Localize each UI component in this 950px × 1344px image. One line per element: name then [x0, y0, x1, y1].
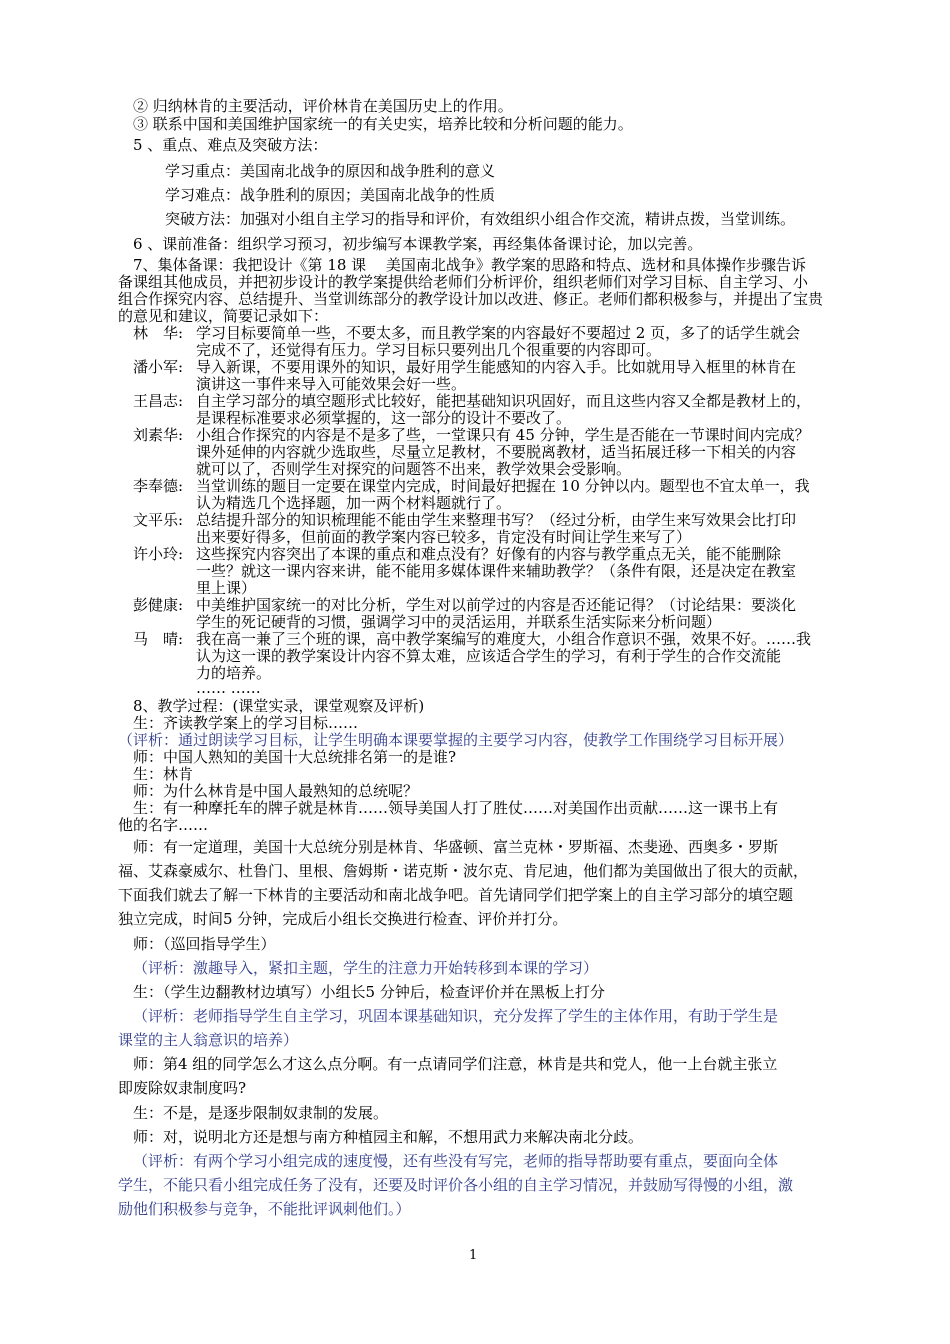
- difficult-point: 学习难点：战争胜利的原因；美国南北战争的性质: [165, 186, 496, 204]
- speaker-comment: 演讲这一事件来导入可能效果会好一些。: [196, 375, 467, 393]
- speaker-comment: 力的培养。: [196, 664, 272, 682]
- commentary: （评析：激趣导入，紧扣主题，学生的注意力开始转移到本课的学习）: [133, 959, 599, 977]
- dialogue-line: 师：（巡回指导学生）: [133, 935, 276, 953]
- dialogue-line: 生：齐读教学案上的学习目标……: [133, 714, 359, 732]
- dialogue-line: 下面我们就去了解一下林肯的主要活动和南北战争吧。首先请同学们把学案上的自主学习部分的填空题: [118, 886, 794, 904]
- speaker-comment: 就可以了，否则学生对探究的问题答不出来，教学效果会受影响。: [196, 460, 632, 478]
- speaker-comment: 学习目标要简单一些，不要太多，而且教学案的内容最好不要超过 2 页，多了的话学生就会: [196, 324, 801, 342]
- dialogue-line: 生：有一种摩托车的牌子就是林肯……领导美国人打了胜仗……对美国作出贡献……这一课书上有: [133, 799, 779, 817]
- dialogue-line: 即废除奴隶制度吗?: [118, 1079, 247, 1097]
- speaker-comment: 课外延伸的内容就少选取些，尽量立足教材，不要脱离教材，适当拓展迁移一下相关的内容: [196, 443, 797, 461]
- section-7-line: 备课组其他成员，并把初步设计的教学案提供给老师们分析评价，组织老师们对学习目标、自主学习、小: [118, 273, 809, 291]
- speaker-name: 李奉德:: [133, 477, 184, 495]
- speaker-comment: 里上课）: [196, 579, 257, 597]
- commentary: 课堂的主人翁意识的培养）: [118, 1031, 299, 1049]
- dialogue-line: 生：林肯: [133, 765, 194, 783]
- speaker-name: 文平乐:: [133, 511, 184, 529]
- commentary: （评析：老师指导学生自主学习，巩固本课基础知识，充分发挥了学生的主体作用，有助于学生是: [133, 1007, 779, 1025]
- dialogue-line: 师：第4 组的同学怎么才这么点分啊。有一点请同学们注意，林肯是共和党人，他一上台就主张立: [133, 1055, 778, 1073]
- dialogue-line: 生：（学生边翻教材边填写）小组长5 分钟后，检查评价并在黑板上打分: [133, 983, 605, 1001]
- commentary: 学生，不能只看小组完成任务了没有，还要及时评价各小组的自主学习情况，并鼓励写得慢的小组，激: [118, 1176, 794, 1194]
- speaker-comment: 小组合作探究的内容是不是多了些，一堂课只有 45 分钟，学生是否能在一节课时间内完成？: [196, 426, 810, 444]
- speaker-comment: 中美维护国家统一的对比分析，学生对以前学过的内容是否还能记得？（讨论结果：要淡化: [196, 596, 797, 614]
- speaker-name: 许小玲:: [133, 545, 184, 563]
- section-5-heading: 5 、重点、难点及突破方法：: [133, 136, 328, 154]
- commentary: 励他们积极参与竞争，不能批评讽刺他们。）: [118, 1200, 411, 1218]
- speaker-comment: 学生的死记硬背的习惯，强调学习中的灵活运用，并联系生活实际来分析问题）: [196, 613, 722, 631]
- speaker-comment: 我在高一兼了三个班的课，高中教学案编写的难度大，小组合作意识不强，效果不好。……我: [196, 630, 812, 648]
- dialogue-line: 师：对，说明北方还是想与南方种植园主和解，不想用武力来解决南北分歧。: [133, 1128, 644, 1146]
- commentary: （评析：通过朗读学习目标，让学生明确本课要掌握的主要学习内容，使教学工作围绕学习目标开展）: [118, 731, 794, 749]
- ellipsis: …… ……: [196, 679, 261, 697]
- speaker-comment: 是课程标准要求必须掌握的，这一部分的设计不要改了。: [196, 409, 572, 427]
- section-6: 6 、课前准备：组织学习预习，初步编写本课教学案，再经集体备课讨论，加以完善。: [133, 235, 703, 253]
- speaker-name: 彭健康:: [133, 596, 184, 614]
- objective-2: ② 归纳林肯的主要活动，评价林肯在美国历史上的作用。: [133, 97, 513, 115]
- speaker-name: 刘素华:: [133, 426, 184, 444]
- key-point: 学习重点：美国南北战争的原因和战争胜利的意义: [165, 162, 496, 180]
- commentary: （评析：有两个学习小组完成的速度慢，还有些没有写完，老师的指导帮助要有重点，要面向全体: [133, 1152, 779, 1170]
- page-number: 1: [469, 1248, 478, 1263]
- dialogue-line: 生：不是，是逐步限制奴隶制的发展。: [133, 1104, 389, 1122]
- dialogue-line: 师：为什么林肯是中国人最熟知的总统呢？: [133, 782, 419, 800]
- speaker-comment: 这些探究内容突出了本课的重点和难点没有？好像有的内容与教学重点无关，能不能删除: [196, 545, 782, 563]
- speaker-comment: 完成不了，还觉得有压力。学习目标只要列出几个很重要的内容即可。: [196, 341, 662, 359]
- speaker-comment: 出来要好得多，但前面的教学案内容已较多，肯定没有时间让学生来写了）: [196, 528, 692, 546]
- section-8-heading: 8、教学过程：(课堂实录，课堂观察及评析): [133, 697, 425, 715]
- speaker-comment: 认为精选几个选择题，加一两个材料题就行了。: [196, 494, 512, 512]
- section-7-line: 组合作探究内容、总结提升、当堂训练部分的教学设计加以改进、修正。老师们都积极参与，并提出了宝贵: [118, 290, 824, 308]
- dialogue-line: 师：中国人熟知的美国十大总统排名第一的是谁?: [133, 748, 457, 766]
- breakthrough-method: 突破方法：加强对小组自主学习的指导和评价，有效组织小组合作交流，精讲点拨，当堂训练。: [165, 210, 796, 228]
- section-7-line: 的意见和建议，简要记录如下：: [118, 307, 329, 325]
- speaker-comment: 认为这一课的教学案设计内容不算太难，应该适合学生的学习，有利于学生的合作交流能: [196, 647, 782, 665]
- speaker-name: 马 晴:: [133, 630, 184, 648]
- speaker-name: 潘小军:: [133, 358, 184, 376]
- objective-3: ③ 联系中国和美国维护国家统一的有关史实，培养比较和分析问题的能力。: [133, 115, 633, 133]
- speaker-comment: 当堂训练的题目一定要在课堂内完成，时间最好把握在 10 分钟以内。题型也不宜太单一，我: [196, 477, 810, 495]
- dialogue-line: 师：有一定道理，美国十大总统分别是林肯、华盛顿、富兰克林・罗斯福、杰斐逊、西奥多・罗斯: [133, 838, 779, 856]
- speaker-comment: 自主学习部分的填空题形式比较好，能把基础知识巩固好，而且这些内容又全都是教材上的，: [196, 392, 812, 410]
- dialogue-line: 他的名字……: [118, 816, 209, 834]
- section-7-line: 7、集体备课：我把设计《第 18 课 美国南北战争》教学案的思路和特点、选材和具体操作步骤告诉: [133, 256, 806, 274]
- speaker-comment: 总结提升部分的知识梳理能不能由学生来整理书写？（经过分析，由学生来写效果会比打印: [196, 511, 797, 529]
- dialogue-line: 福、艾森豪威尔、杜鲁门、里根、詹姆斯・诺克斯・波尔克、肯尼迪，他们都为美国做出了很大的贡献，: [118, 862, 809, 880]
- speaker-name: 林 华:: [133, 324, 184, 342]
- speaker-comment: 导入新课，不要用课外的知识，最好用学生能感知的内容入手。比如就用导入框里的林肯在: [196, 358, 797, 376]
- dialogue-line: 独立完成，时间5 分钟，完成后小组长交换进行检查、评价并打分。: [118, 910, 568, 928]
- speaker-name: 王昌志:: [133, 392, 184, 410]
- speaker-comment: 一些？就这一课内容来讲，能不能用多媒体课件来辅助教学？（条件有限，还是决定在教室: [196, 562, 797, 580]
